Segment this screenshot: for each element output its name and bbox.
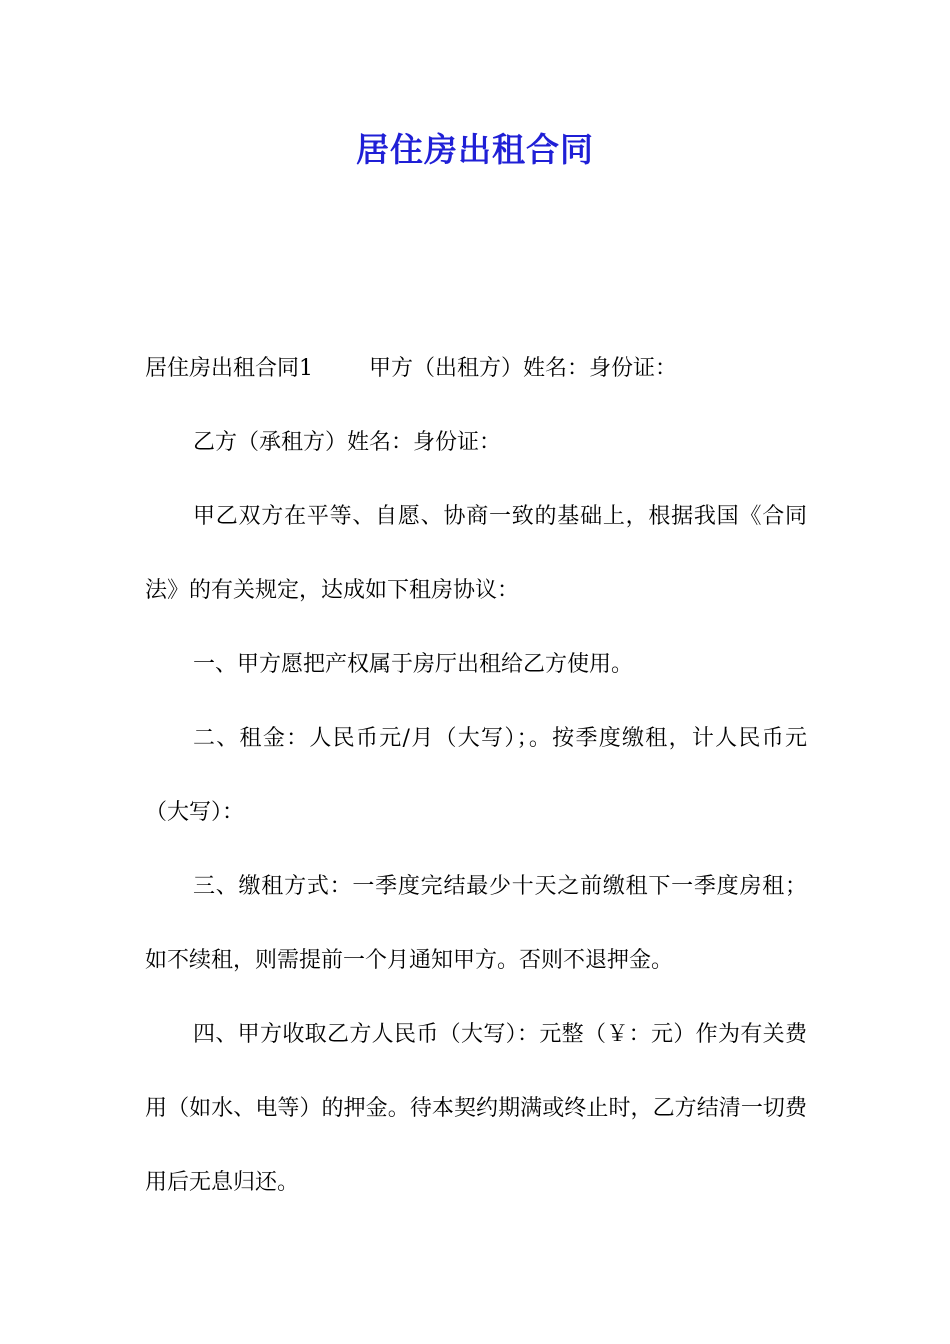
contract-heading: 居住房出租合同1	[145, 356, 313, 381]
party-a-line: 甲方（出租方）姓名：身份证：	[369, 356, 678, 381]
clause-4: 四、甲方收取乙方人民币（大写）：元整（￥：元）作为有关费用（如水、电等）的押金。待本契约期满或终止时，乙方结清一切费用后无息归还。	[145, 1022, 807, 1195]
clause-2: 二、租金：人民币元/月（大写）；。按季度缴租，计人民币元（大写）：	[145, 726, 807, 825]
clause-1: 一、甲方愿把产权属于房厅出租给乙方使用。	[193, 652, 634, 677]
document-title: 居住房出租合同	[356, 130, 594, 169]
intro-paragraph: 甲乙双方在平等、自愿、协商一致的基础上，根据我国《合同法》的有关规定，达成如下租房协议：	[145, 504, 807, 603]
party-b-line: 乙方（承租方）姓名：身份证：	[193, 430, 502, 455]
heading-line	[145, 332, 807, 406]
document-body	[145, 332, 807, 1220]
clause-3: 三、缴租方式：一季度完结最少十天之前缴租下一季度房租；如不续租，则需提前一个月通知甲方。否则不退押金。	[145, 874, 807, 973]
